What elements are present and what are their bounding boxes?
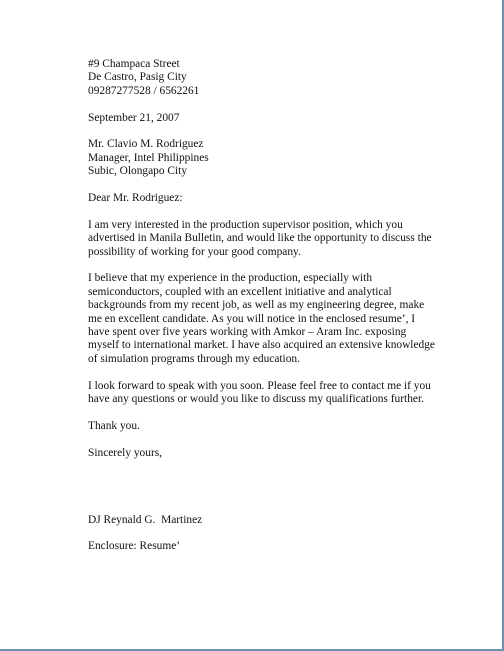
recipient-name: Mr. Clavio M. Rodriguez — [88, 138, 204, 151]
body-paragraph-2 — [88, 272, 438, 366]
paragraph-line: I look forward to speak with you soon. Please feel free to contact me if you — [88, 379, 431, 392]
enclosure-line: Enclosure: Resume’ — [88, 540, 181, 553]
paragraph-line: have spent over five years working with Amkor – Aram Inc. exposing — [88, 326, 407, 339]
paragraph-line: I am very interested in the production supervisor position, which you — [88, 218, 403, 231]
salutation: Dear Mr. Rodriguez: — [88, 192, 183, 205]
letter-date: September 21, 2007 — [88, 111, 180, 124]
cover-letter — [88, 58, 438, 554]
sender-phone: 09287277528 / 6562261 — [88, 84, 200, 97]
sender-address — [88, 58, 438, 98]
paragraph-line: backgrounds from my recent job, as well as my engineering degree, make — [88, 299, 425, 312]
paragraph-line: I believe that my experience in the production, especially with — [88, 272, 373, 285]
signature-name: DJ Reynald G. Martinez — [88, 513, 203, 526]
paragraph-line: myself to international market. I have also acquired an extensive knowledge — [88, 339, 435, 352]
closing-line: Sincerely yours, — [88, 446, 163, 459]
recipient-address — [88, 138, 438, 178]
paragraph-line: have any questions or would you like to discuss my qualifications further. — [88, 393, 424, 406]
body-paragraph-3 — [88, 380, 438, 407]
sender-street: #9 Champaca Street — [88, 58, 180, 70]
body-paragraph-1 — [88, 219, 438, 259]
sender-city: De Castro, Pasig City — [88, 71, 187, 84]
thanks-line: Thank you. — [88, 419, 140, 432]
signature-space — [88, 460, 438, 514]
paragraph-line: semiconductors, coupled with an excellent initiative and analytical — [88, 285, 392, 298]
recipient-location: Subic, Olongapo City — [88, 165, 188, 178]
paragraph-line: me en excellent candidate. As you will notice in the enclosed resume’, I — [88, 312, 416, 325]
paragraph-line: of simulation programs through my education. — [88, 352, 300, 365]
paragraph-line: advertised in Manila Bulletin, and would like the opportunity to discuss the — [88, 232, 432, 245]
paragraph-line: possibility of working for your good company. — [88, 245, 301, 258]
recipient-title: Manager, Intel Philippines — [88, 151, 209, 164]
